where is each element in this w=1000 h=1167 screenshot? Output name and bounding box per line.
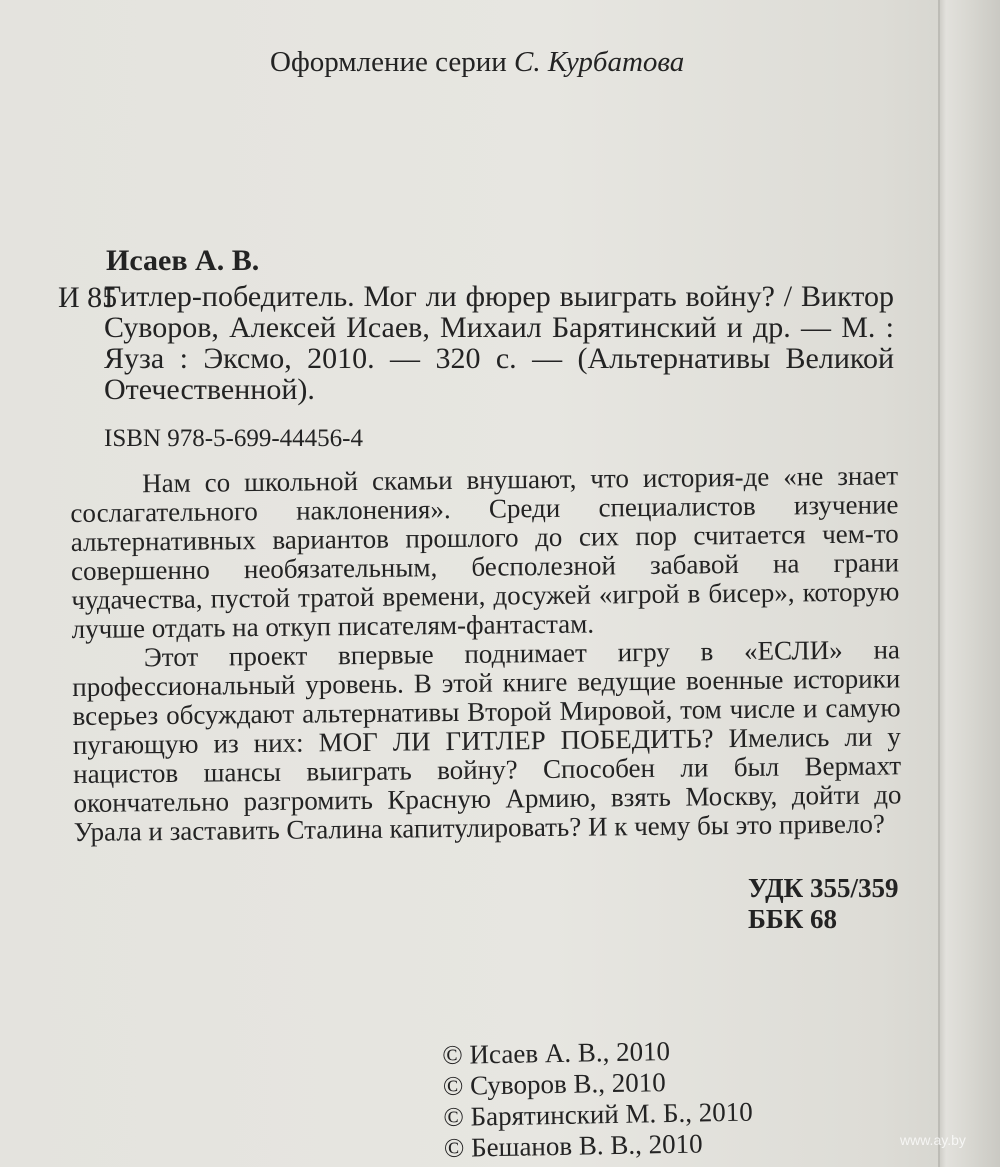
watermark: www.ay.by <box>900 1132 966 1148</box>
copyright-line: © Суворов В., 2010 <box>442 1067 666 1101</box>
copyright-notices <box>442 1035 754 1164</box>
udk-code: УДК 355/359 <box>748 873 899 903</box>
catalog-code: И 85 <box>58 281 118 314</box>
author-heading: Исаев А. В. <box>106 244 260 277</box>
series-credit <box>270 46 684 79</box>
series-designer: С. Курбатова <box>514 46 685 78</box>
isbn: ISBN 978-5-699-44456-4 <box>104 425 364 452</box>
classification-codes <box>748 873 899 935</box>
bibliographic-entry: Гитлер-победитель. Мог ли фюрер выиграть войну? / Виктор Суворов, Алексей Исаев, Михаил Барятинский и др. — М. : Яуза : Эксмо, 2010. — 320 с. — (Альтернативы Великой Отечественной). <box>104 280 894 406</box>
annotation <box>70 461 902 847</box>
annotation-paragraph: Этот проект впервые поднимает игру в «ЕСЛИ» на профессиональный уровень. В этой книге ведущие военные историки всерьез обсуждают альтернативы Второй Мировой, том числе и самую пугающую из них: МОГ ЛИ ГИТЛЕР ПОБЕДИТЬ? Имелись ли у нацистов шансы выиграть войну? Способен ли был Вермахт окончательно разгромить Красную Армию, взять Москву, дойти до Урала и заставить Сталина капитулировать? И к чему бы это привело? <box>72 634 902 847</box>
page-edge <box>938 0 1000 1167</box>
bbk-code: ББК 68 <box>748 904 838 934</box>
copyright-line: © Бешанов В. В., 2010 <box>443 1128 703 1163</box>
copyright-line: © Исаев А. В., 2010 <box>442 1036 671 1070</box>
series-credit-prefix: Оформление серии <box>270 46 507 78</box>
copyright-line: © Барятинский М. Б., 2010 <box>443 1096 753 1132</box>
annotation-paragraph: Нам со школьной скамьи внушают, что история-де «не знает сослагательного наклонения». Среди специалистов изучение альтернативных вариантов прошлого до сих пор считается чем-то совершенно необязательным, бесполезной забавой на грани чудачества, пустой тратой времени, досужей «игрой в бисер», которую лучше отдать на откуп писателям-фантастам. <box>70 460 900 644</box>
